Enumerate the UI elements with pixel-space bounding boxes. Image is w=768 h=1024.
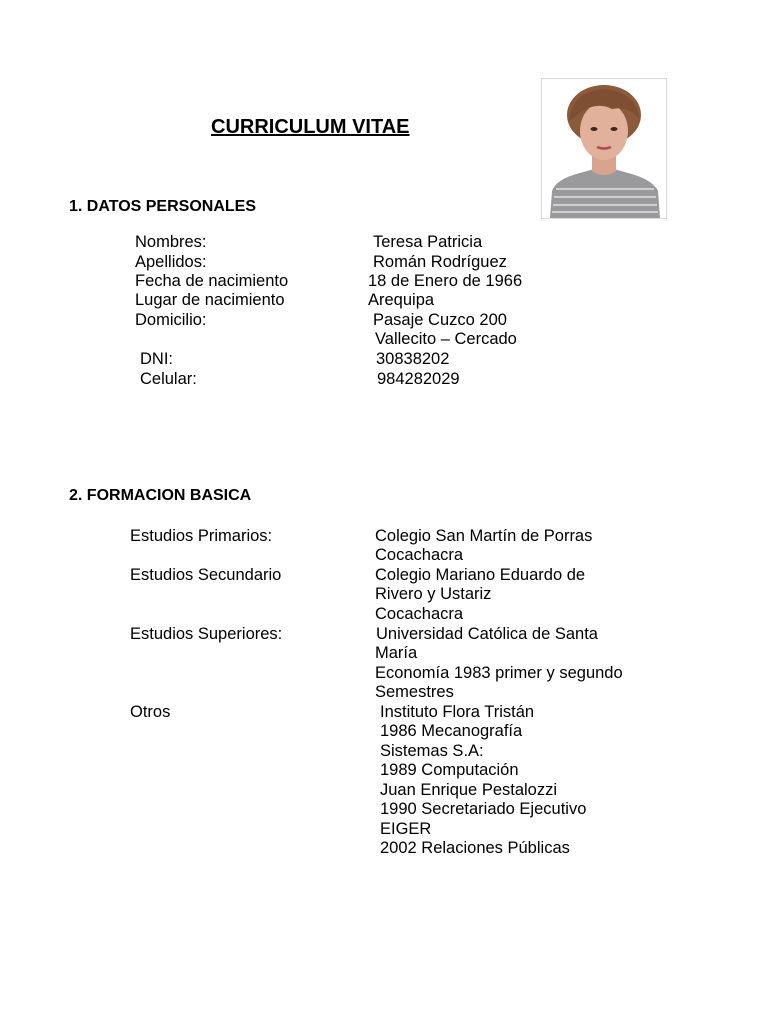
- value-celular: 984282029: [377, 370, 460, 388]
- label-estudios-primarios: Estudios Primarios:: [130, 527, 273, 545]
- label-otros: Otros: [130, 703, 171, 721]
- value-primaria-line1: Colegio San Martín de Porras: [375, 527, 593, 545]
- value-lugar-nacimiento: Arequipa: [368, 291, 435, 309]
- value-otros-line3: Sistemas S.A:: [380, 742, 484, 760]
- value-superiores-line1: Universidad Católica de Santa: [376, 625, 598, 643]
- value-secundaria-line2: Rivero y Ustariz: [375, 585, 492, 603]
- value-secundaria-line1: Colegio Mariano Eduardo de: [375, 566, 586, 584]
- label-lugar-nacimiento: Lugar de nacimiento: [135, 291, 285, 309]
- value-otros-line7: EIGER: [380, 820, 432, 838]
- label-dni: DNI:: [140, 350, 173, 368]
- value-superiores-line3: Economía 1983 primer y segundo: [375, 664, 623, 682]
- value-domicilio-line1: Pasaje Cuzco 200: [373, 311, 507, 329]
- section-heading-formacion-basica: 2. FORMACION BASICA: [69, 487, 252, 504]
- label-apellidos: Apellidos:: [135, 253, 207, 271]
- label-estudios-secundario: Estudios Secundario: [130, 566, 282, 584]
- section-heading-datos-personales: 1. DATOS PERSONALES: [69, 198, 256, 215]
- value-fecha-nacimiento: 18 de Enero de 1966: [368, 272, 523, 290]
- value-otros-line2: 1986 Mecanografía: [380, 722, 523, 740]
- value-superiores-line4: Semestres: [375, 683, 454, 701]
- value-otros-line4: 1989 Computación: [380, 761, 519, 779]
- label-fecha-nacimiento: Fecha de nacimiento: [135, 272, 289, 290]
- value-otros-line8: 2002 Relaciones Públicas: [380, 839, 570, 857]
- value-otros-line1: Instituto Flora Tristán: [380, 703, 535, 721]
- value-otros-line5: Juan Enrique Pestalozzi: [380, 781, 558, 799]
- value-primaria-line2: Cocachacra: [375, 546, 464, 564]
- label-estudios-superiores: Estudios Superiores:: [130, 625, 283, 643]
- value-domicilio-line2: Vallecito – Cercado: [375, 330, 517, 348]
- label-celular: Celular:: [140, 370, 197, 388]
- value-apellidos: Román Rodríguez: [373, 253, 507, 271]
- value-secundaria-line3: Cocachacra: [375, 605, 464, 623]
- value-nombres: Teresa Patricia: [373, 233, 483, 251]
- value-superiores-line2: María: [375, 644, 418, 662]
- label-nombres: Nombres:: [135, 233, 207, 251]
- profile-photo: [541, 78, 667, 219]
- portrait-image: [542, 79, 666, 218]
- value-dni: 30838202: [376, 350, 450, 368]
- label-domicilio: Domicilio:: [135, 311, 207, 329]
- value-otros-line6: 1990 Secretariado Ejecutivo: [380, 800, 587, 818]
- page-title: CURRICULUM VITAE: [211, 116, 410, 138]
